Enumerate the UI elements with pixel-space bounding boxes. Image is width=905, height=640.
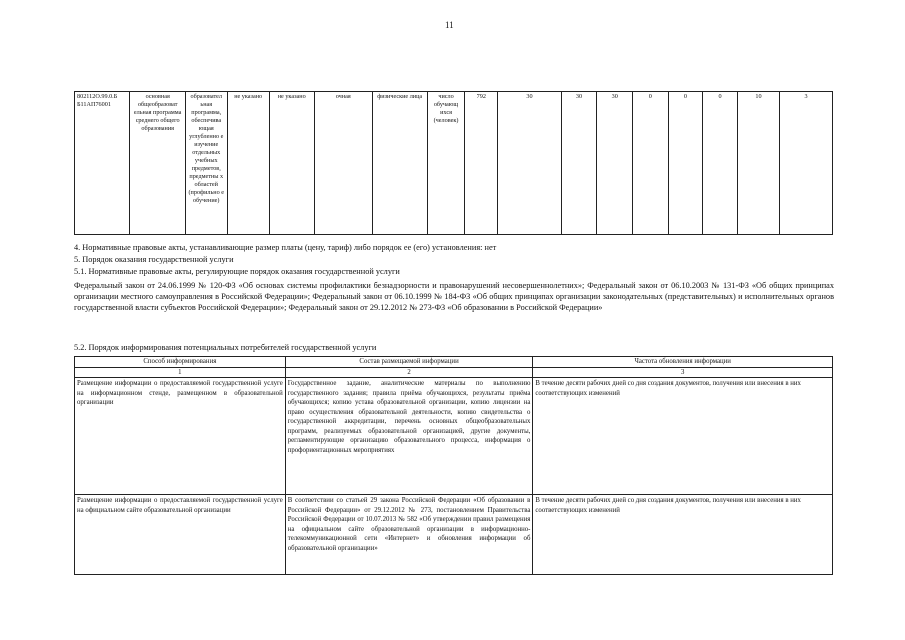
- informing-method: Размещение информации о предоставляемой государственной услуге на информационном стенде, размещенном в образовательной организации: [75, 378, 286, 495]
- table-cell: образовател ьная программа, обеспечива ющая углубленно е изучение отдельных учебных предметов, предметны х областей (профильно е обучение): [185, 92, 227, 235]
- information-content: Государственное задание, аналитические материалы по выполнению государственного задания; правила приёма обучающихся, результаты приёма обучающихся; копию устава образовательной организации, копию лицензии на право осуществления образовательной деятельности, копию свидетельства о государственной аккредитации, перечень основных общеобразовательных программ, реализуемых образовательной организацией, другие документы, регламентирующие организацию образовательного процесса, информация о профориентационных мероприятиях: [285, 378, 533, 495]
- informing-table: [74, 356, 833, 575]
- section-5-1-heading: 5.1. Нормативные правовые акты, регулирующие порядок оказания государственной услуги: [74, 267, 400, 276]
- column-header: Способ информирования: [75, 357, 286, 368]
- informing-method: Размещение информации о предоставляемой государственной услуге на официальном сайте образовательной организации: [75, 495, 286, 575]
- page-number: 11: [445, 20, 454, 30]
- table-cell: 30: [597, 92, 633, 235]
- column-number: 1: [75, 367, 286, 378]
- table-row: [75, 92, 833, 235]
- table-cell: 0: [703, 92, 738, 235]
- indicators-table: [74, 91, 833, 235]
- table-cell: 30: [498, 92, 561, 235]
- section-5-2-heading: 5.2. Порядок информирования потенциальных потребителей государственной услуги: [74, 343, 377, 352]
- column-header: Состав размещаемой информации: [285, 357, 533, 368]
- table-row: [75, 378, 833, 495]
- update-frequency: В течение десяти рабочих дней со дня создания документов, получения или внесения в них соответствующих изменений: [533, 495, 833, 575]
- information-content: В соответствии со статьей 29 закона Российской Федерации «Об образовании в Российской Федерации» от 29.12.2012 № 273, постановлением Правительства Российской Федерации от 10.07.2013 № 582 «Об утверждении правил размещения на официальном сайте образовательной организации в информационно-телекоммуникационной сети «Интернет» и обновления информации об образовательной организации»: [285, 495, 533, 575]
- column-header: Частота обновления информации: [533, 357, 833, 368]
- table-header-row: [75, 357, 833, 368]
- table-cell: физические лица: [372, 92, 427, 235]
- table-cell: 792: [465, 92, 498, 235]
- table-cell: число обучающ ихся (человек): [427, 92, 465, 235]
- table-cell: 30: [561, 92, 597, 235]
- update-frequency: В течение десяти рабочих дней со дня создания документов, получения или внесения в них соответствующих изменений: [533, 378, 833, 495]
- table-cell: 0: [668, 92, 703, 235]
- table-cell: не указано: [227, 92, 269, 235]
- table-cell: не указано: [269, 92, 314, 235]
- table-row: [75, 495, 833, 575]
- section-4: 4. Нормативные правовые акты, устанавливающие размер платы (цену, тариф) либо порядок ее (его) установления: нет: [74, 243, 497, 252]
- column-number: 3: [533, 367, 833, 378]
- table-cell: 802112О.99.0.Б Б11АП76001: [75, 92, 130, 235]
- table-cell: 3: [780, 92, 833, 235]
- section-5-heading: 5. Порядок оказания государственной услуги: [74, 255, 234, 264]
- table-cell: 0: [633, 92, 669, 235]
- table-cell: основная общеобразоват ельная программа среднего общего образования: [130, 92, 185, 235]
- table-cell: очная: [314, 92, 372, 235]
- table-cell: 10: [737, 92, 779, 235]
- column-number-row: [75, 367, 833, 378]
- column-number: 2: [285, 367, 533, 378]
- section-5-1-text: Федеральный закон от 24.06.1999 № 120-ФЗ «Об основах системы профилактики безнадзорности и правонарушений несовершеннолетних»; Федеральный закон от 06.10.2003 № 131-ФЗ «Об общих принципах организации местного самоуправления в Российской Федерации»; Федеральный закон от 06.10.1999 № 184-ФЗ «Об общих принципах организации законодательных (представительных) и исполнительных органов государственной власти субъектов Российской Федерации»; Федеральный закон от 29.12.2012 № 273-ФЗ «Об образовании в Российской Федерации»: [74, 281, 834, 312]
